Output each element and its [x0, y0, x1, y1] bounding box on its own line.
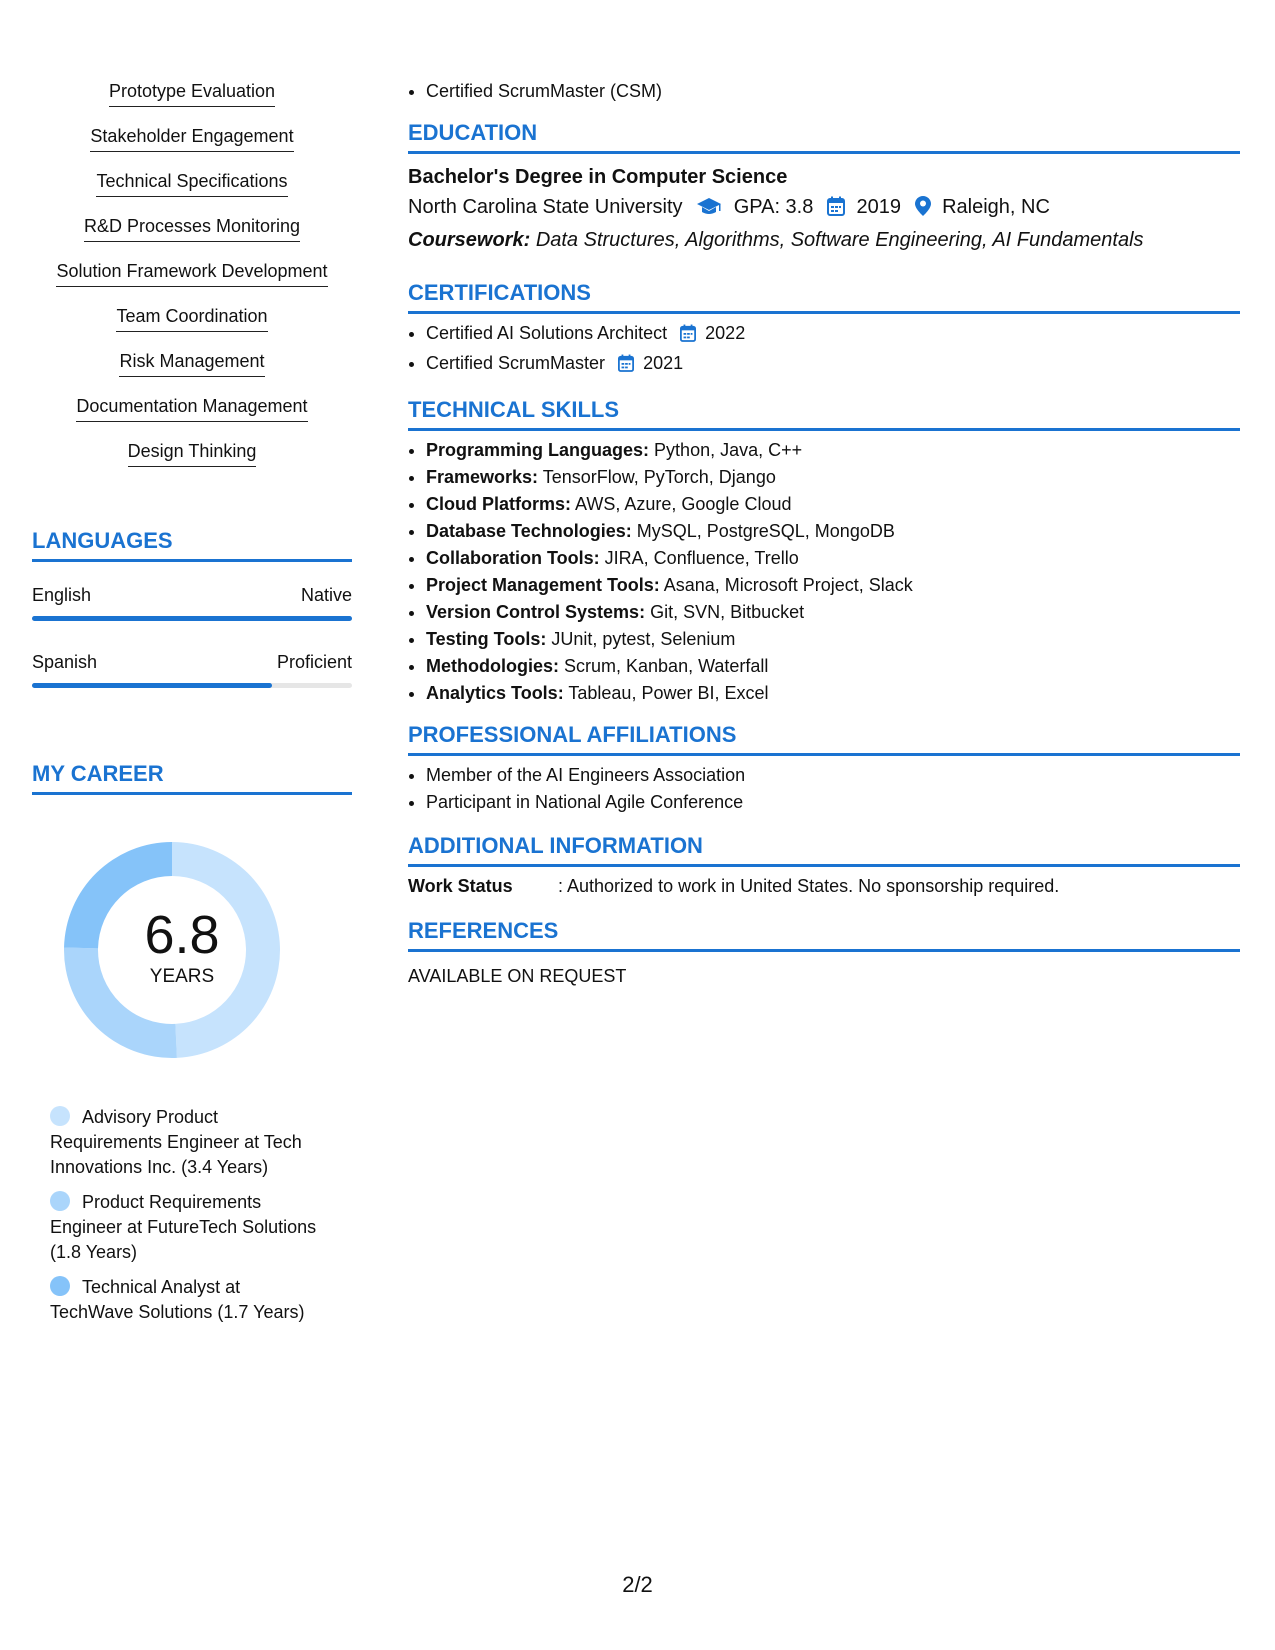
- legend-dot: [50, 1191, 70, 1211]
- technical-skill-item: • Version Control Systems: Git, SVN, Bitbucket: [426, 599, 1240, 626]
- work-status-row: [408, 873, 1240, 899]
- list-item: • Member of the AI Engineers Association: [426, 762, 1240, 789]
- references-text: AVAILABLE ON REQUEST: [408, 966, 627, 986]
- skill-item: Technical Specifications: [32, 170, 352, 215]
- skill-item: Risk Management: [32, 350, 352, 395]
- graduation-cap-icon: [696, 195, 722, 225]
- skill-item: Solution Framework Development: [32, 260, 352, 305]
- education-gpa: GPA: 3.8: [733, 196, 814, 218]
- languages-section: [32, 527, 352, 688]
- language-name: English: [32, 585, 92, 605]
- page-number: 2/2: [622, 1572, 653, 1597]
- references-title: REFERENCES: [408, 917, 1240, 952]
- affiliations-title: PROFESSIONAL AFFILIATIONS: [408, 721, 1240, 756]
- technical-skill-item: • Methodologies: Scrum, Kanban, Waterfall: [426, 653, 1240, 680]
- language-item: [32, 584, 352, 621]
- right-column: [408, 78, 1240, 988]
- left-column: [32, 80, 352, 1335]
- language-level: Proficient: [276, 652, 352, 672]
- skill-item: Stakeholder Engagement: [32, 125, 352, 170]
- education-school: North Carolina State University: [408, 196, 683, 218]
- list-item: • Certified ScrumMaster (CSM): [426, 78, 1240, 105]
- career-total-unit: YEARS: [149, 966, 215, 987]
- affiliations-list: [408, 762, 1240, 816]
- career-title: MY CAREER: [32, 760, 352, 795]
- calendar-icon: [680, 323, 696, 350]
- certification-item: • Certified AI Solutions Architect 2022: [426, 320, 1240, 350]
- technical-skills-section: [408, 396, 1240, 707]
- career-legend-item: Technical Analyst at TechWave Solutions (1.7 Years): [50, 1277, 305, 1322]
- prev-certifications-list: [408, 78, 1240, 105]
- career-section: [32, 760, 352, 1325]
- technical-skill-item: • Programming Languages: Python, Java, C++: [426, 437, 1240, 464]
- legend-dot: [50, 1276, 70, 1296]
- technical-skills-title: TECHNICAL SKILLS: [408, 396, 1240, 431]
- education-coursework: Coursework: Data Structures, Algorithms, Software Engineering, AI Fundamentals: [408, 229, 1144, 251]
- additional-info-section: [408, 832, 1240, 899]
- technical-skill-item: • Cloud Platforms: AWS, Azure, Google Cloud: [426, 491, 1240, 518]
- work-status-value: : Authorized to work in United States. No sponsorship required.: [558, 876, 1060, 896]
- skills-list: [32, 80, 352, 485]
- certification-item: • Certified ScrumMaster 2021: [426, 350, 1240, 380]
- education-location: Raleigh, NC: [942, 196, 1050, 218]
- skill-item: Documentation Management: [32, 395, 352, 440]
- references-section: [408, 917, 1240, 988]
- language-name: Spanish: [32, 652, 98, 672]
- certifications-section: [408, 279, 1240, 380]
- technical-skill-item: • Project Management Tools: Asana, Microsoft Project, Slack: [426, 572, 1240, 599]
- technical-skill-item: • Testing Tools: JUnit, pytest, Selenium: [426, 626, 1240, 653]
- language-bar-fill: [32, 683, 272, 688]
- additional-info-title: ADDITIONAL INFORMATION: [408, 832, 1240, 867]
- calendar-icon: [827, 195, 845, 225]
- career-donut-chart: [32, 835, 352, 1065]
- education-degree: Bachelor's Degree in Computer Science: [408, 166, 788, 188]
- education-section: [408, 119, 1240, 255]
- work-status-label: Work Status: [408, 876, 513, 896]
- career-total-value: 6.8: [144, 905, 220, 965]
- certifications-title: CERTIFICATIONS: [408, 279, 1240, 314]
- language-item: [32, 651, 352, 688]
- language-bar: [32, 683, 352, 688]
- career-legend-item: Advisory Product Requirements Engineer at Tech Innovations Inc. (3.4 Years): [50, 1107, 302, 1177]
- skill-item: Design Thinking: [32, 440, 352, 485]
- technical-skills-list: [408, 437, 1240, 707]
- skill-item: Prototype Evaluation: [32, 80, 352, 125]
- map-pin-icon: [915, 195, 931, 225]
- education-title: EDUCATION: [408, 119, 1240, 154]
- language-bar-fill: [32, 616, 352, 621]
- technical-skill-item: • Frameworks: TensorFlow, PyTorch, Django: [426, 464, 1240, 491]
- skill-item: Team Coordination: [32, 305, 352, 350]
- technical-skill-item: • Analytics Tools: Tableau, Power BI, Excel: [426, 680, 1240, 707]
- career-legend: [50, 1105, 352, 1325]
- language-level: Native: [300, 585, 352, 605]
- technical-skill-item: • Collaboration Tools: JIRA, Confluence, Trello: [426, 545, 1240, 572]
- skill-item: R&D Processes Monitoring: [32, 215, 352, 260]
- education-details: [408, 192, 1240, 225]
- technical-skill-item: • Database Technologies: MySQL, PostgreSQL, MongoDB: [426, 518, 1240, 545]
- calendar-icon: [618, 353, 634, 380]
- languages-title: LANGUAGES: [32, 527, 352, 562]
- list-item: • Participant in National Agile Conference: [426, 789, 1240, 816]
- language-bar: [32, 616, 352, 621]
- education-year: 2019: [856, 196, 901, 218]
- affiliations-section: [408, 721, 1240, 816]
- career-legend-item: Product Requirements Engineer at FutureTech Solutions (1.8 Years): [50, 1192, 317, 1262]
- legend-dot: [50, 1106, 70, 1126]
- certifications-list: [408, 320, 1240, 380]
